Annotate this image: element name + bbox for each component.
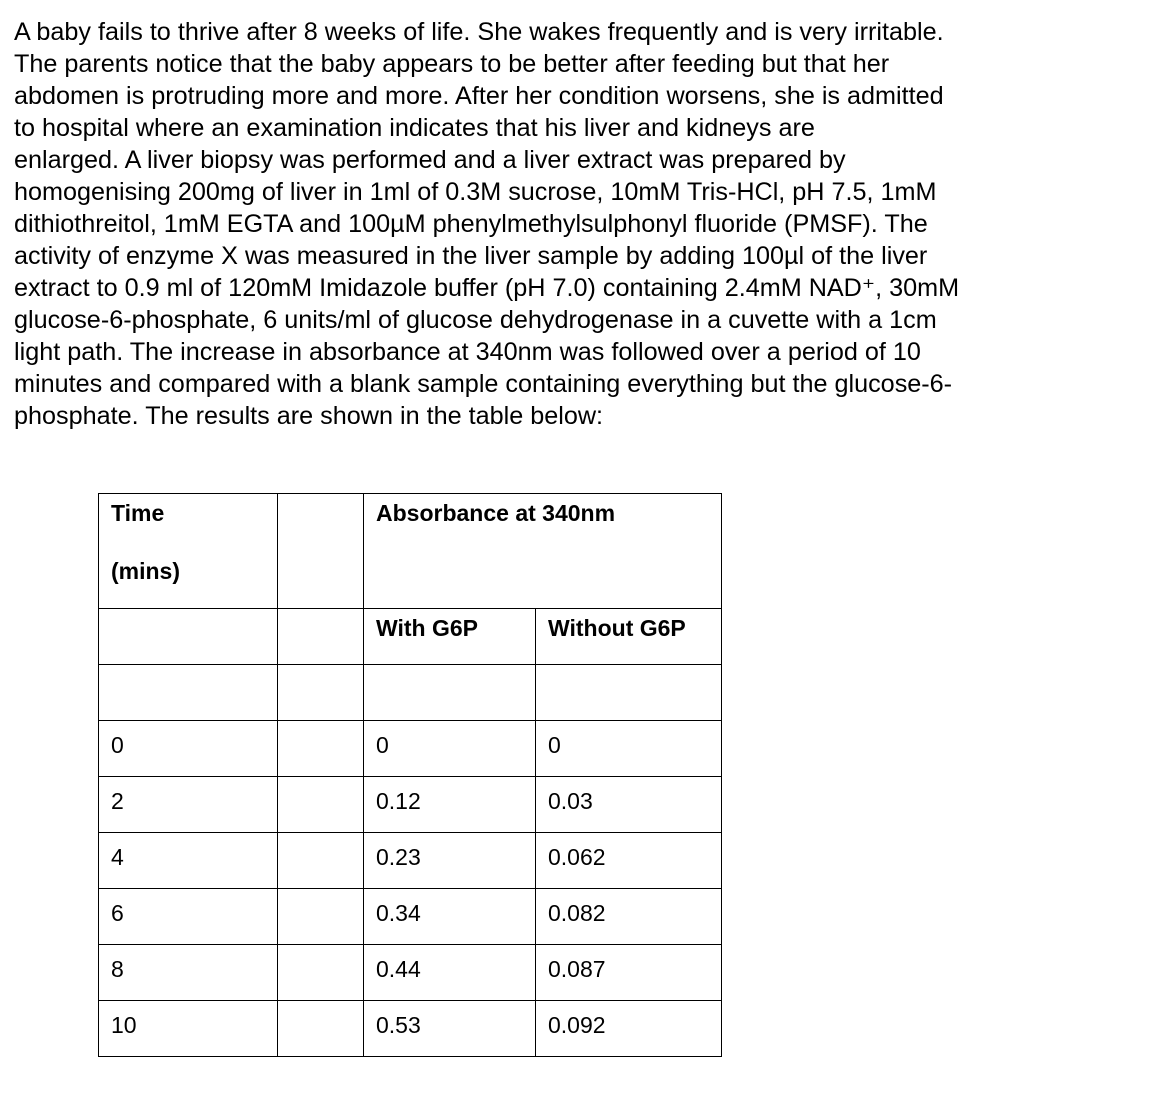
with-g6p-header: With G6P bbox=[364, 609, 536, 665]
passage-line: homogenising 200mg of liver in 1ml of 0.3M sucrose, 10mM Tris-HCl, pH 7.5, 1mM bbox=[14, 178, 937, 206]
absorbance-header: Absorbance at 340nm bbox=[364, 494, 722, 609]
empty-cell bbox=[278, 665, 364, 721]
with-g6p-cell: 0.44 bbox=[364, 945, 536, 1001]
with-g6p-cell: 0.53 bbox=[364, 1001, 536, 1057]
passage-line: light path. The increase in absorbance at 340nm was followed over a period of 10 bbox=[14, 338, 921, 366]
passage-line: A baby fails to thrive after 8 weeks of life. She wakes frequently and is very irritable. bbox=[14, 18, 944, 46]
passage-line: minutes and compared with a blank sample containing everything but the glucose-6- bbox=[14, 370, 953, 398]
empty-cell bbox=[364, 665, 536, 721]
time-cell: 6 bbox=[99, 889, 278, 945]
empty-cell bbox=[278, 1001, 364, 1057]
with-g6p-cell: 0.23 bbox=[364, 833, 536, 889]
table-header-row bbox=[99, 494, 722, 609]
passage-line: activity of enzyme X was measured in the liver sample by adding 100µl of the liver bbox=[14, 242, 928, 270]
passage-line: dithiothreitol, 1mM EGTA and 100µM phenylmethylsulphonyl fluoride (PMSF). The bbox=[14, 210, 928, 238]
passage-line: to hospital where an examination indicates that his liver and kidneys are bbox=[14, 114, 815, 142]
empty-cell bbox=[278, 889, 364, 945]
empty-cell bbox=[278, 833, 364, 889]
with-g6p-cell: 0.34 bbox=[364, 889, 536, 945]
passage-line: extract to 0.9 ml of 120mM Imidazole buffer (pH 7.0) containing 2.4mM NAD⁺, 30mM bbox=[14, 274, 960, 302]
with-g6p-cell: 0.12 bbox=[364, 777, 536, 833]
without-g6p-cell: 0 bbox=[536, 721, 722, 777]
passage-line: abdomen is protruding more and more. After her condition worsens, she is admitted bbox=[14, 82, 944, 110]
table-row bbox=[99, 945, 722, 1001]
table-row bbox=[99, 889, 722, 945]
passage-line: phosphate. The results are shown in the table below: bbox=[14, 402, 604, 430]
passage-line: glucose-6-phosphate, 6 units/ml of glucose dehydrogenase in a cuvette with a 1cm bbox=[14, 306, 937, 334]
question-passage bbox=[14, 16, 1060, 432]
passage-line: enlarged. A liver biopsy was performed and a liver extract was prepared by bbox=[14, 146, 846, 174]
time-header: Time bbox=[111, 500, 165, 526]
time-cell: 4 bbox=[99, 833, 278, 889]
table-subheader-row bbox=[99, 609, 722, 665]
without-g6p-cell: 0.082 bbox=[536, 889, 722, 945]
time-cell: 10 bbox=[99, 1001, 278, 1057]
empty-cell bbox=[278, 777, 364, 833]
empty-cell bbox=[278, 494, 364, 609]
table-row bbox=[99, 777, 722, 833]
empty-cell bbox=[278, 945, 364, 1001]
time-header-cell bbox=[99, 494, 278, 609]
empty-cell bbox=[278, 609, 364, 665]
without-g6p-cell: 0.062 bbox=[536, 833, 722, 889]
passage-line: The parents notice that the baby appears to be better after feeding but that her bbox=[14, 50, 890, 78]
empty-cell bbox=[536, 665, 722, 721]
empty-cell bbox=[99, 609, 278, 665]
without-g6p-header: Without G6P bbox=[536, 609, 722, 665]
table-row bbox=[99, 721, 722, 777]
time-cell: 2 bbox=[99, 777, 278, 833]
without-g6p-cell: 0.092 bbox=[536, 1001, 722, 1057]
time-cell: 8 bbox=[99, 945, 278, 1001]
time-unit: (mins) bbox=[111, 558, 180, 584]
with-g6p-cell: 0 bbox=[364, 721, 536, 777]
table-spacer-row bbox=[99, 665, 722, 721]
empty-cell bbox=[99, 665, 278, 721]
absorbance-table bbox=[98, 493, 722, 1057]
without-g6p-cell: 0.03 bbox=[536, 777, 722, 833]
table-row bbox=[99, 833, 722, 889]
empty-cell bbox=[278, 721, 364, 777]
time-cell: 0 bbox=[99, 721, 278, 777]
table-row bbox=[99, 1001, 722, 1057]
without-g6p-cell: 0.087 bbox=[536, 945, 722, 1001]
